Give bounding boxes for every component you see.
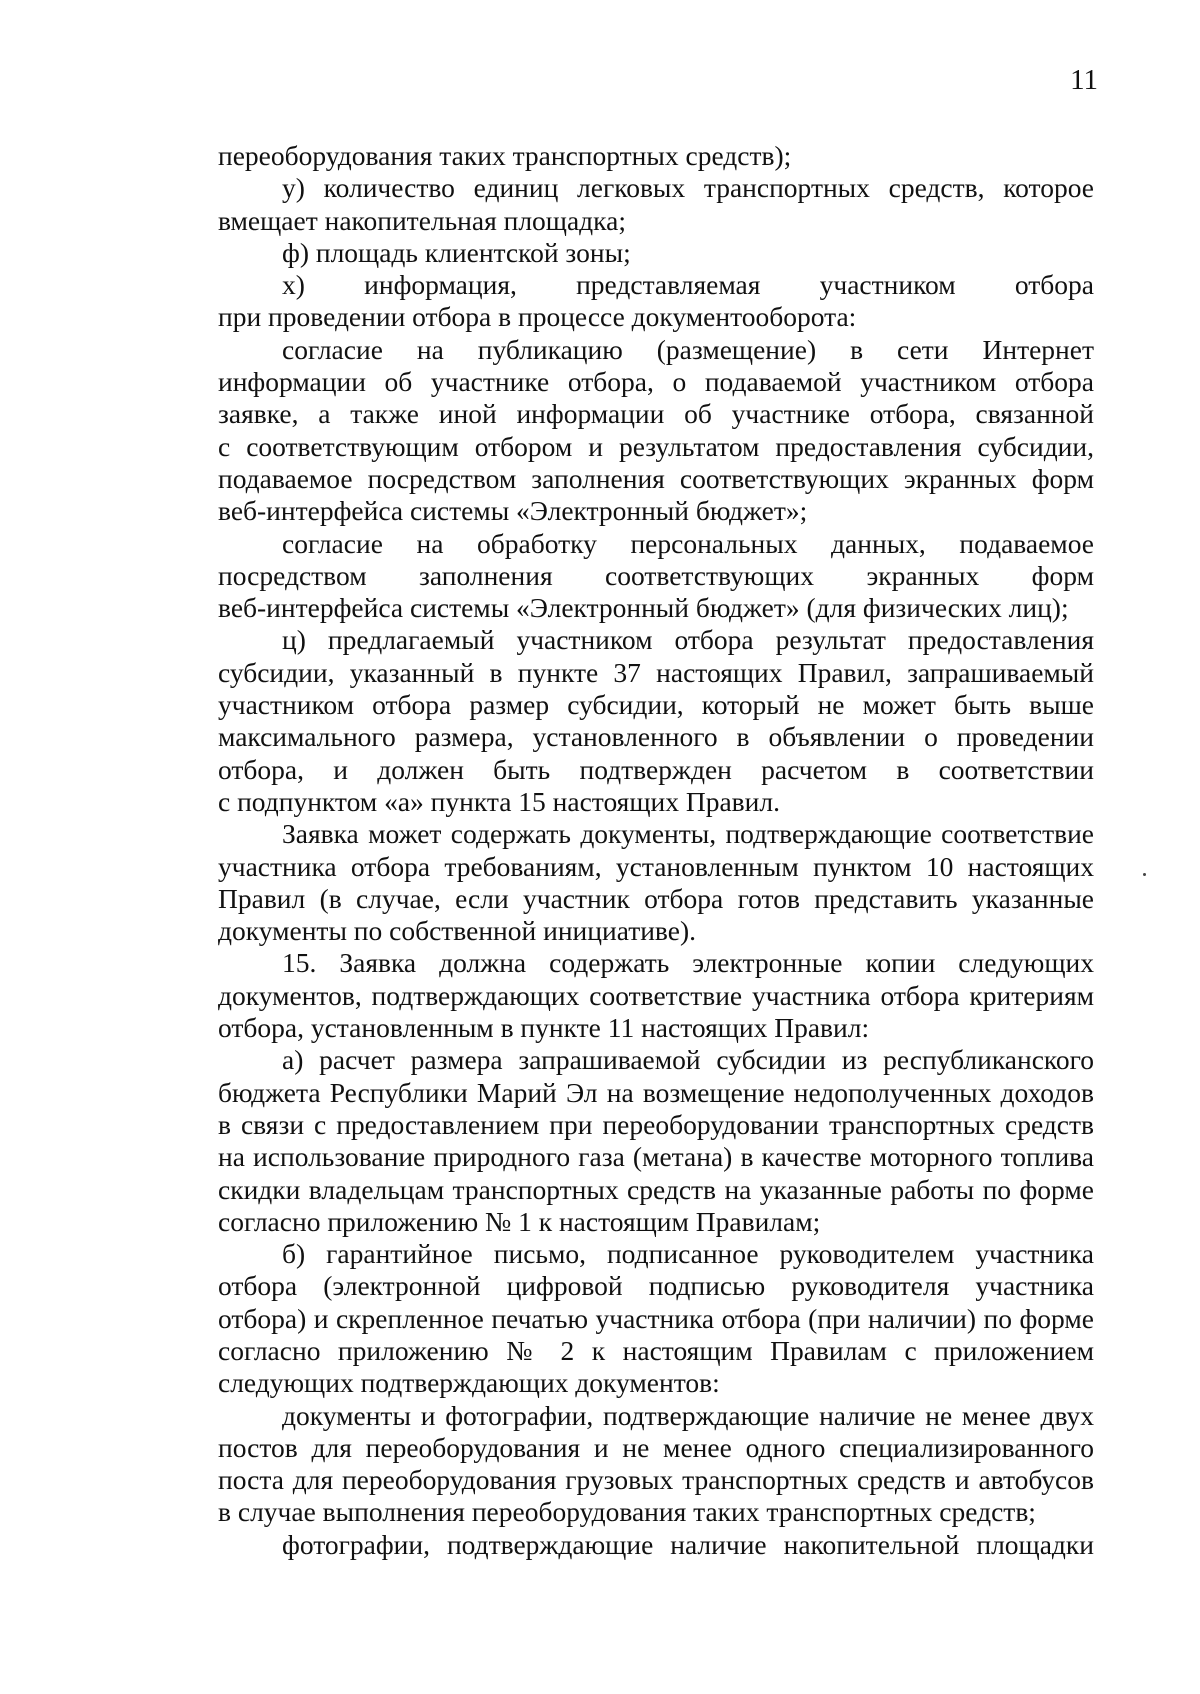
text-line: субсидии, указанный в пункте 37 настоящих Правил, запрашиваемый [218,656,1094,688]
text-line: веб-интерфейса системы «Электронный бюджет» (для физических лиц); [218,592,1069,624]
text-line: переоборудования таких транспортных средств); [218,140,792,171]
text-line: отбора (электронной цифровой подписью руководителя участника [218,1270,1094,1302]
text-line: подаваемое посредством заполнения соответствующих экранных форм [218,462,1094,494]
text-line: ц) предлагаемый участником отбора результат предоставления [282,624,1094,656]
text-line: отбора) и скрепленное печатью участника отбора (при наличии) по форме [218,1302,1094,1334]
text-line: документы и фотографии, подтверждающие наличие не менее двух [282,1399,1094,1431]
text-line: отбора, и должен быть подтвержден расчетом в соответствии [218,753,1094,785]
text-line: у) количество единиц легковых транспортных средств, которое [282,172,1094,204]
text-line: отбора, установленным в пункте 11 настоящих Правил: [218,1012,870,1044]
page-number: 11 [1070,64,1098,96]
text-line: веб-интерфейса системы «Электронный бюджет»; [218,495,808,527]
text-line: ф) площадь клиентской зоны; [282,236,631,268]
text-line: бюджета Республики Марий Эл на возмещение недополученных доходов [218,1076,1094,1108]
text-line: информации об участнике отбора, о подаваемой участником отбора [218,366,1094,398]
text-line: х) информация, представляемая участником отбора [282,269,1094,301]
text-line: с подпунктом «а» пункта 15 настоящих Правил. [218,785,780,817]
text-line: заявке, а также иной информации об участнике отбора, связанной [218,398,1094,430]
text-line: скидки владельцам транспортных средств на указанные работы по форме [218,1173,1094,1205]
text-line: фотографии, подтверждающие наличие накопительной площадки [282,1528,1094,1560]
text-line: согласно приложению № 2 к настоящим Правилам с приложением [218,1334,1094,1366]
text-line: вмещает накопительная площадка; [218,204,626,236]
text-line: участника отбора требованиям, установленным пунктом 10 настоящих [218,850,1094,882]
text-line: постов для переоборудования и не менее одного специализированного [218,1431,1094,1463]
text-line: в связи с предоставлением при переоборудовании транспортных средств [218,1108,1094,1140]
text-line: а) расчет размера запрашиваемой субсидии из республиканского [282,1044,1094,1076]
text-line: посредством заполнения соответствующих экранных форм [218,559,1094,591]
text-line: согласие на публикацию (размещение) в сети Интернет [282,333,1094,365]
document-body [218,140,1094,1561]
text-line: 15. Заявка должна содержать электронные копии следующих [282,947,1094,979]
text-line: следующих подтверждающих документов: [218,1367,720,1399]
text-line: согласно приложению № 1 к настоящим Правилам; [218,1205,821,1237]
scan-speck [1143,873,1146,876]
text-line: при проведении отбора в процессе документооборота: [218,301,857,333]
text-line: с соответствующим отбором и результатом предоставления субсидии, [218,430,1094,462]
text-line: Заявка может содержать документы, подтверждающие соответствие [282,818,1094,850]
text-line: документы по собственной инициативе). [218,915,696,947]
text-line: участником отбора размер субсидии, который не может быть выше [218,689,1094,721]
text-line: в случае выполнения переоборудования таких транспортных средств; [218,1496,1036,1528]
text-line: Правил (в случае, если участник отбора готов представить указанные [218,882,1094,914]
text-line: максимального размера, установленного в объявлении о проведении [218,721,1094,753]
text-line: согласие на обработку персональных данных, подаваемое [282,527,1094,559]
text-line: на использование природного газа (метана) в качестве моторного топлива [218,1141,1094,1173]
text-line: поста для переоборудования грузовых транспортных средств и автобусов [218,1464,1094,1496]
text-line: б) гарантийное письмо, подписанное руководителем участника [282,1238,1094,1270]
text-line: документов, подтверждающих соответствие участника отбора критериям [218,979,1094,1011]
